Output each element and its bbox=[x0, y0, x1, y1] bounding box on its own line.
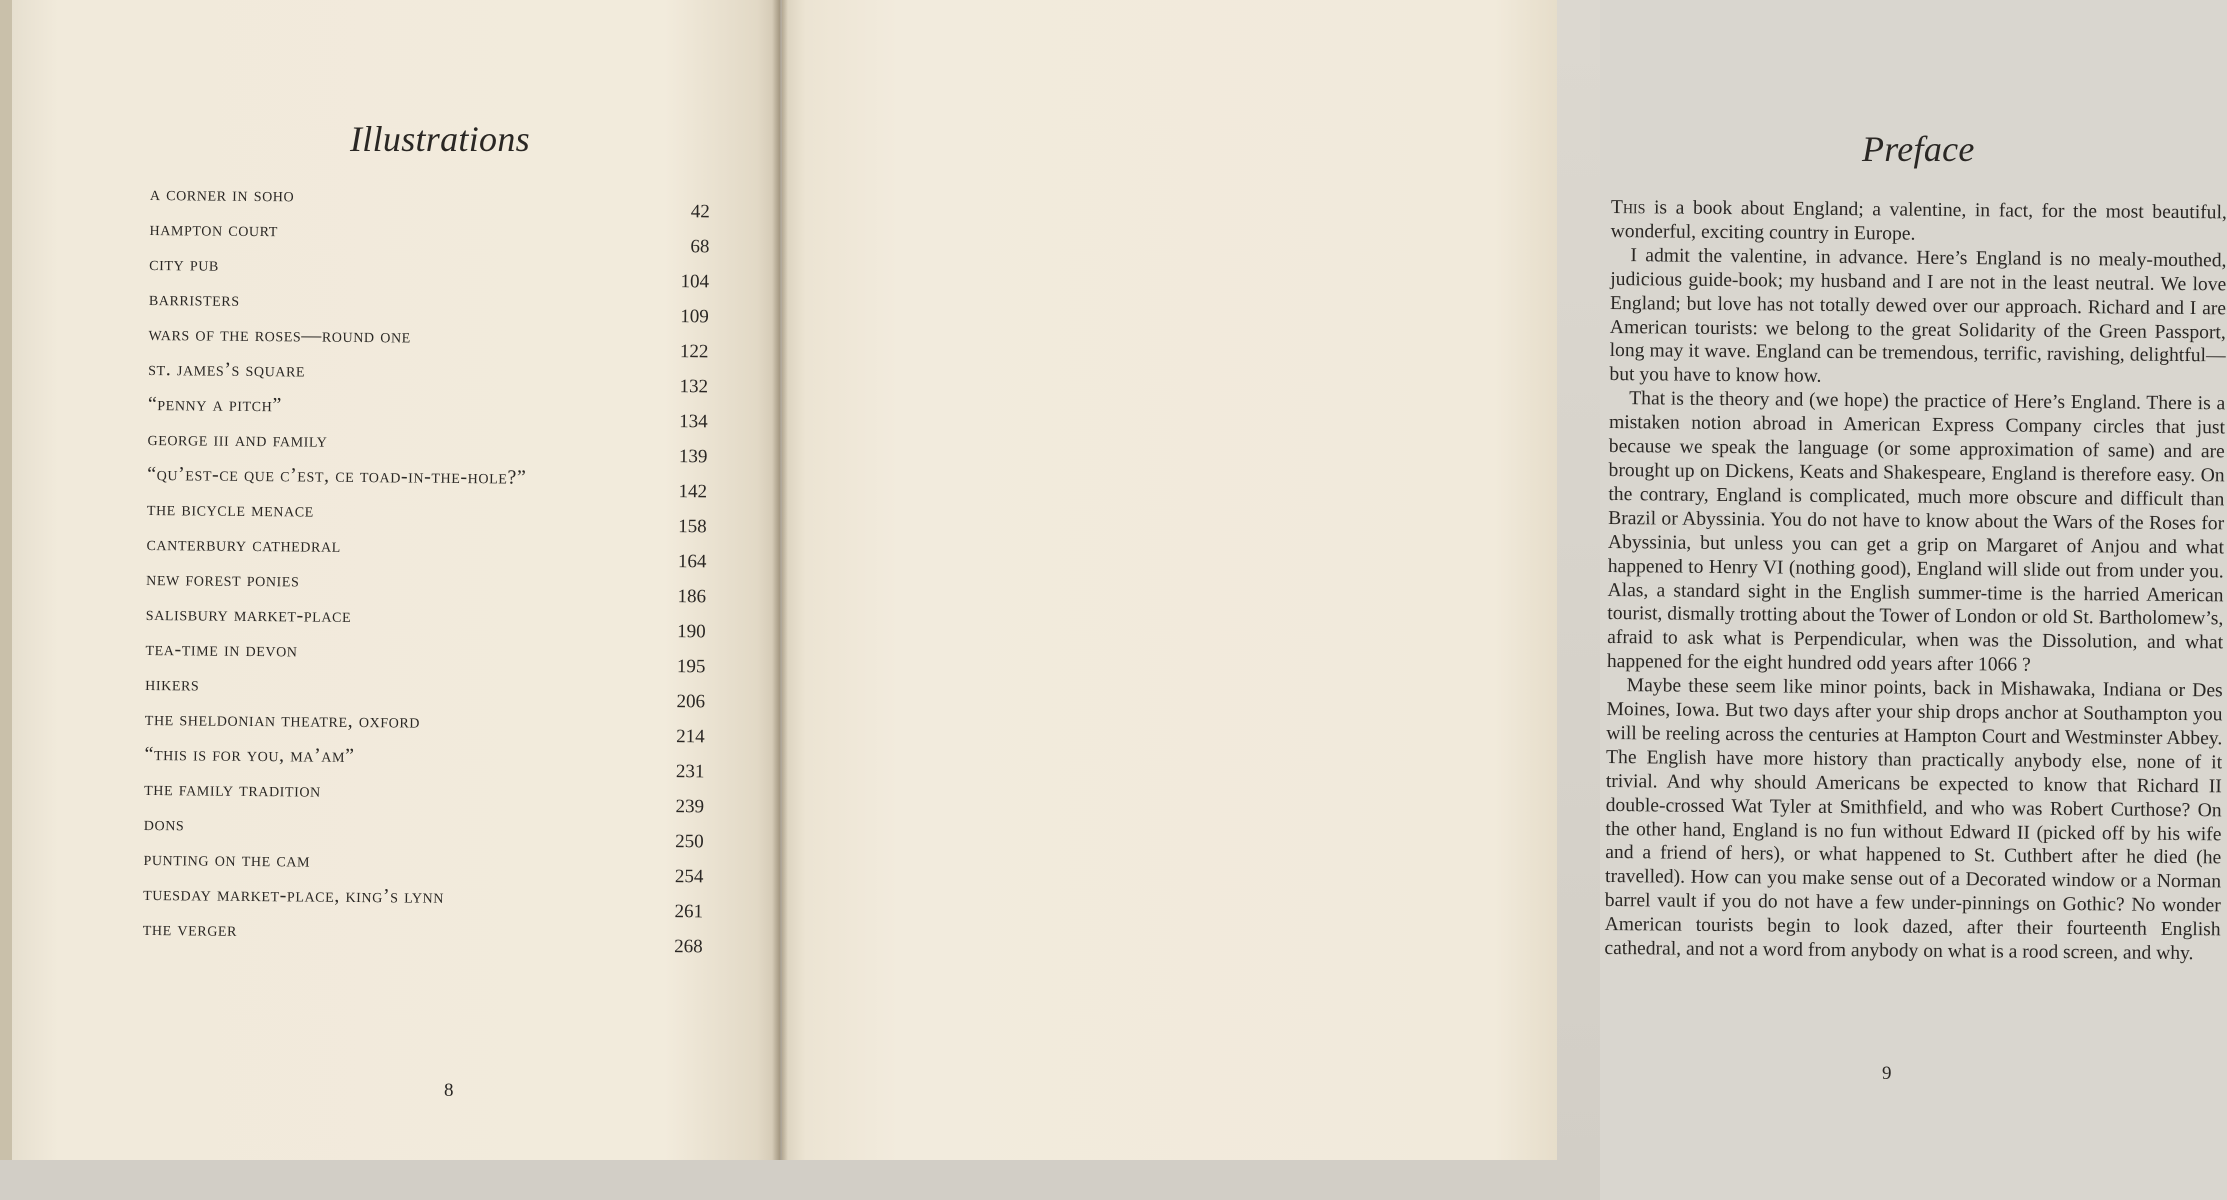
illustration-title: canterbury cathedral bbox=[146, 532, 341, 557]
illustration-page-number: 186 bbox=[677, 586, 707, 608]
illustration-page-number: 190 bbox=[677, 621, 706, 643]
illustration-title: the bicycle menace bbox=[146, 497, 314, 522]
illustration-page-number: 268 bbox=[674, 936, 703, 958]
illustration-title: hampton court bbox=[149, 217, 279, 242]
illustration-entry bbox=[148, 358, 708, 398]
illustration-title: punting on the cam bbox=[143, 847, 311, 872]
illustration-entry bbox=[146, 568, 706, 608]
page-number-right: 9 bbox=[1882, 1063, 1892, 1084]
illustration-entry bbox=[149, 218, 709, 258]
illustrations-list bbox=[143, 183, 710, 958]
illustration-title: tea-time in devon bbox=[145, 637, 298, 662]
illustration-page-number: 68 bbox=[690, 236, 710, 258]
illustration-entry bbox=[146, 603, 706, 643]
illustration-page-number: 164 bbox=[677, 551, 707, 573]
illustration-entry bbox=[144, 743, 704, 783]
illustration-page-number: 206 bbox=[676, 691, 706, 713]
illustration-page-number: 239 bbox=[675, 796, 705, 818]
illustration-entry bbox=[148, 393, 708, 433]
illustration-entry bbox=[143, 883, 703, 923]
illustration-entry bbox=[147, 463, 707, 503]
illustration-entry bbox=[149, 288, 709, 328]
illustration-entry bbox=[150, 183, 710, 223]
illustration-page-number: 142 bbox=[678, 481, 708, 503]
illustration-title: “qu’est-ce que c’est, ce toad-in-the-hole?” bbox=[147, 462, 527, 489]
illustration-entry bbox=[148, 323, 708, 363]
illustration-title: a corner in soho bbox=[149, 183, 295, 207]
illustration-page-number: 214 bbox=[676, 726, 705, 748]
preface-lead-word: This bbox=[1610, 196, 1646, 219]
right-page bbox=[782, 0, 2227, 1160]
illustration-page-number: 42 bbox=[690, 201, 710, 223]
illustration-entry bbox=[145, 638, 705, 678]
illustration-entry bbox=[144, 813, 704, 853]
illustration-title: salisbury market-place bbox=[145, 602, 352, 627]
preface-paragraph-1 bbox=[1611, 196, 2227, 249]
illustration-page-number: 254 bbox=[674, 866, 704, 888]
illustration-entry bbox=[147, 428, 707, 468]
illustration-title: barristers bbox=[148, 287, 240, 311]
illustration-entry bbox=[145, 673, 705, 713]
illustration-page-number: 261 bbox=[674, 901, 704, 923]
illustrations-heading: Illustrations bbox=[350, 119, 530, 159]
illustration-title: city pub bbox=[149, 252, 220, 276]
illustration-title: hikers bbox=[145, 672, 200, 696]
illustration-entry bbox=[143, 848, 703, 888]
illustration-page-number: 195 bbox=[676, 656, 706, 678]
illustration-title: new forest ponies bbox=[146, 567, 300, 592]
illustration-title: “this is for you, ma’am” bbox=[144, 742, 355, 767]
preface-paragraph-2: I admit the valentine, in advance. Here’s England is no mealy-mouthed, judicious guide-book; my husband and I are not in the least neutral. We love England; but love has not totally dewed over our approach. Richard and I are American tourists: we belong to the great Solidarity of the Green Passport, long may it wave. England can be tremendous, terrific, ravishing, delightful—but you have to know how. bbox=[1609, 244, 2227, 388]
left-page bbox=[0, 0, 780, 1160]
illustration-page-number: 104 bbox=[680, 271, 710, 293]
page-number-left: 8 bbox=[444, 1080, 454, 1101]
illustration-page-number: 122 bbox=[679, 341, 709, 363]
illustration-page-number: 132 bbox=[679, 376, 709, 398]
illustration-title: the family tradition bbox=[144, 777, 321, 802]
illustration-entry bbox=[149, 253, 709, 293]
preface-paragraph-3: That is the theory and (we hope) the practice of Here’s England. There is a mistaken notion abroad in American Express Company circles that just because we speak the language (or some approximation of same) and are brought up on Dickens, Keats and Shakespeare, England is therefore easy. On the contrary, England is complicated, much more obscure and difficult than Brazil or Abyssinia. You do not have to know about the Wars of the Roses for Abyssinia, but unless you can get a grip on Margaret of Anjou and what happened to Henry VI (nothing good), England will slide out from under you. Alas, a standard sight in the English summer-time is the harried American tourist, dismally trotting about the Tower of London or old St. Bartholomew’s, afraid to ask what is Perpendicular, when was the Dissolution, and what happened for the eight hundred odd years after 1066 ? bbox=[1606, 388, 2226, 676]
illustration-page-number: 109 bbox=[680, 306, 709, 328]
illustration-page-number: 250 bbox=[675, 831, 704, 853]
illustration-title: the sheldonian theatre, oxford bbox=[144, 707, 421, 733]
illustration-entry bbox=[147, 498, 707, 538]
illustration-title: tuesday market-place, king’s lynn bbox=[143, 882, 445, 908]
illustration-title: george iii and family bbox=[147, 427, 328, 452]
preface-heading: Preface bbox=[1862, 129, 1975, 169]
illustration-entry bbox=[145, 708, 705, 748]
illustration-title: the verger bbox=[142, 917, 238, 941]
illustration-entry bbox=[146, 533, 706, 573]
illustration-title: wars of the roses—round one bbox=[148, 322, 411, 348]
illustration-title: “penny a pitch” bbox=[147, 392, 282, 417]
illustration-page-number: 158 bbox=[678, 516, 707, 538]
illustration-entry bbox=[143, 918, 703, 958]
illustration-page-number: 231 bbox=[675, 761, 705, 783]
preface-text bbox=[1604, 196, 2227, 966]
book-gutter bbox=[772, 0, 788, 1160]
illustration-page-number: 134 bbox=[679, 411, 708, 433]
illustration-title: dons bbox=[143, 812, 185, 836]
illustration-entry bbox=[144, 778, 704, 818]
illustration-title: st. james’s square bbox=[148, 357, 306, 382]
preface-paragraph-4: Maybe these seem like minor points, back in Mishawaka, Indiana or Des Moines, Iowa. But two days after your ship drops anchor at Southampton you will be reeling across the centuries at Hampton Court and Westminster Abbey. The English have more history than practically anybody else, none of it trivial. And why should Americans be expected to know that Richard II double-crossed Wat Tyler at Smithfield, and who was Robert Curthose? On the other hand, England is no fun without Edward II (picked off by his wife and a friend of hers), or what happened to St. Cuthbert after he died (he travelled). How can you make sense out of a Decorated window or a Norman barrel vault if you do not have a few under-pinnings on Gothic? No wonder American tourists begin to look dazed, after their fourteenth English cathedral, and not a word from anybody on what is a rood screen, and why. bbox=[1604, 675, 2223, 965]
preface-paragraph-1-text: is a book about England; a valentine, in fact, for the most beautiful, wonderful, exciting country in Europe. bbox=[1610, 197, 2227, 245]
illustration-page-number: 139 bbox=[678, 446, 708, 468]
